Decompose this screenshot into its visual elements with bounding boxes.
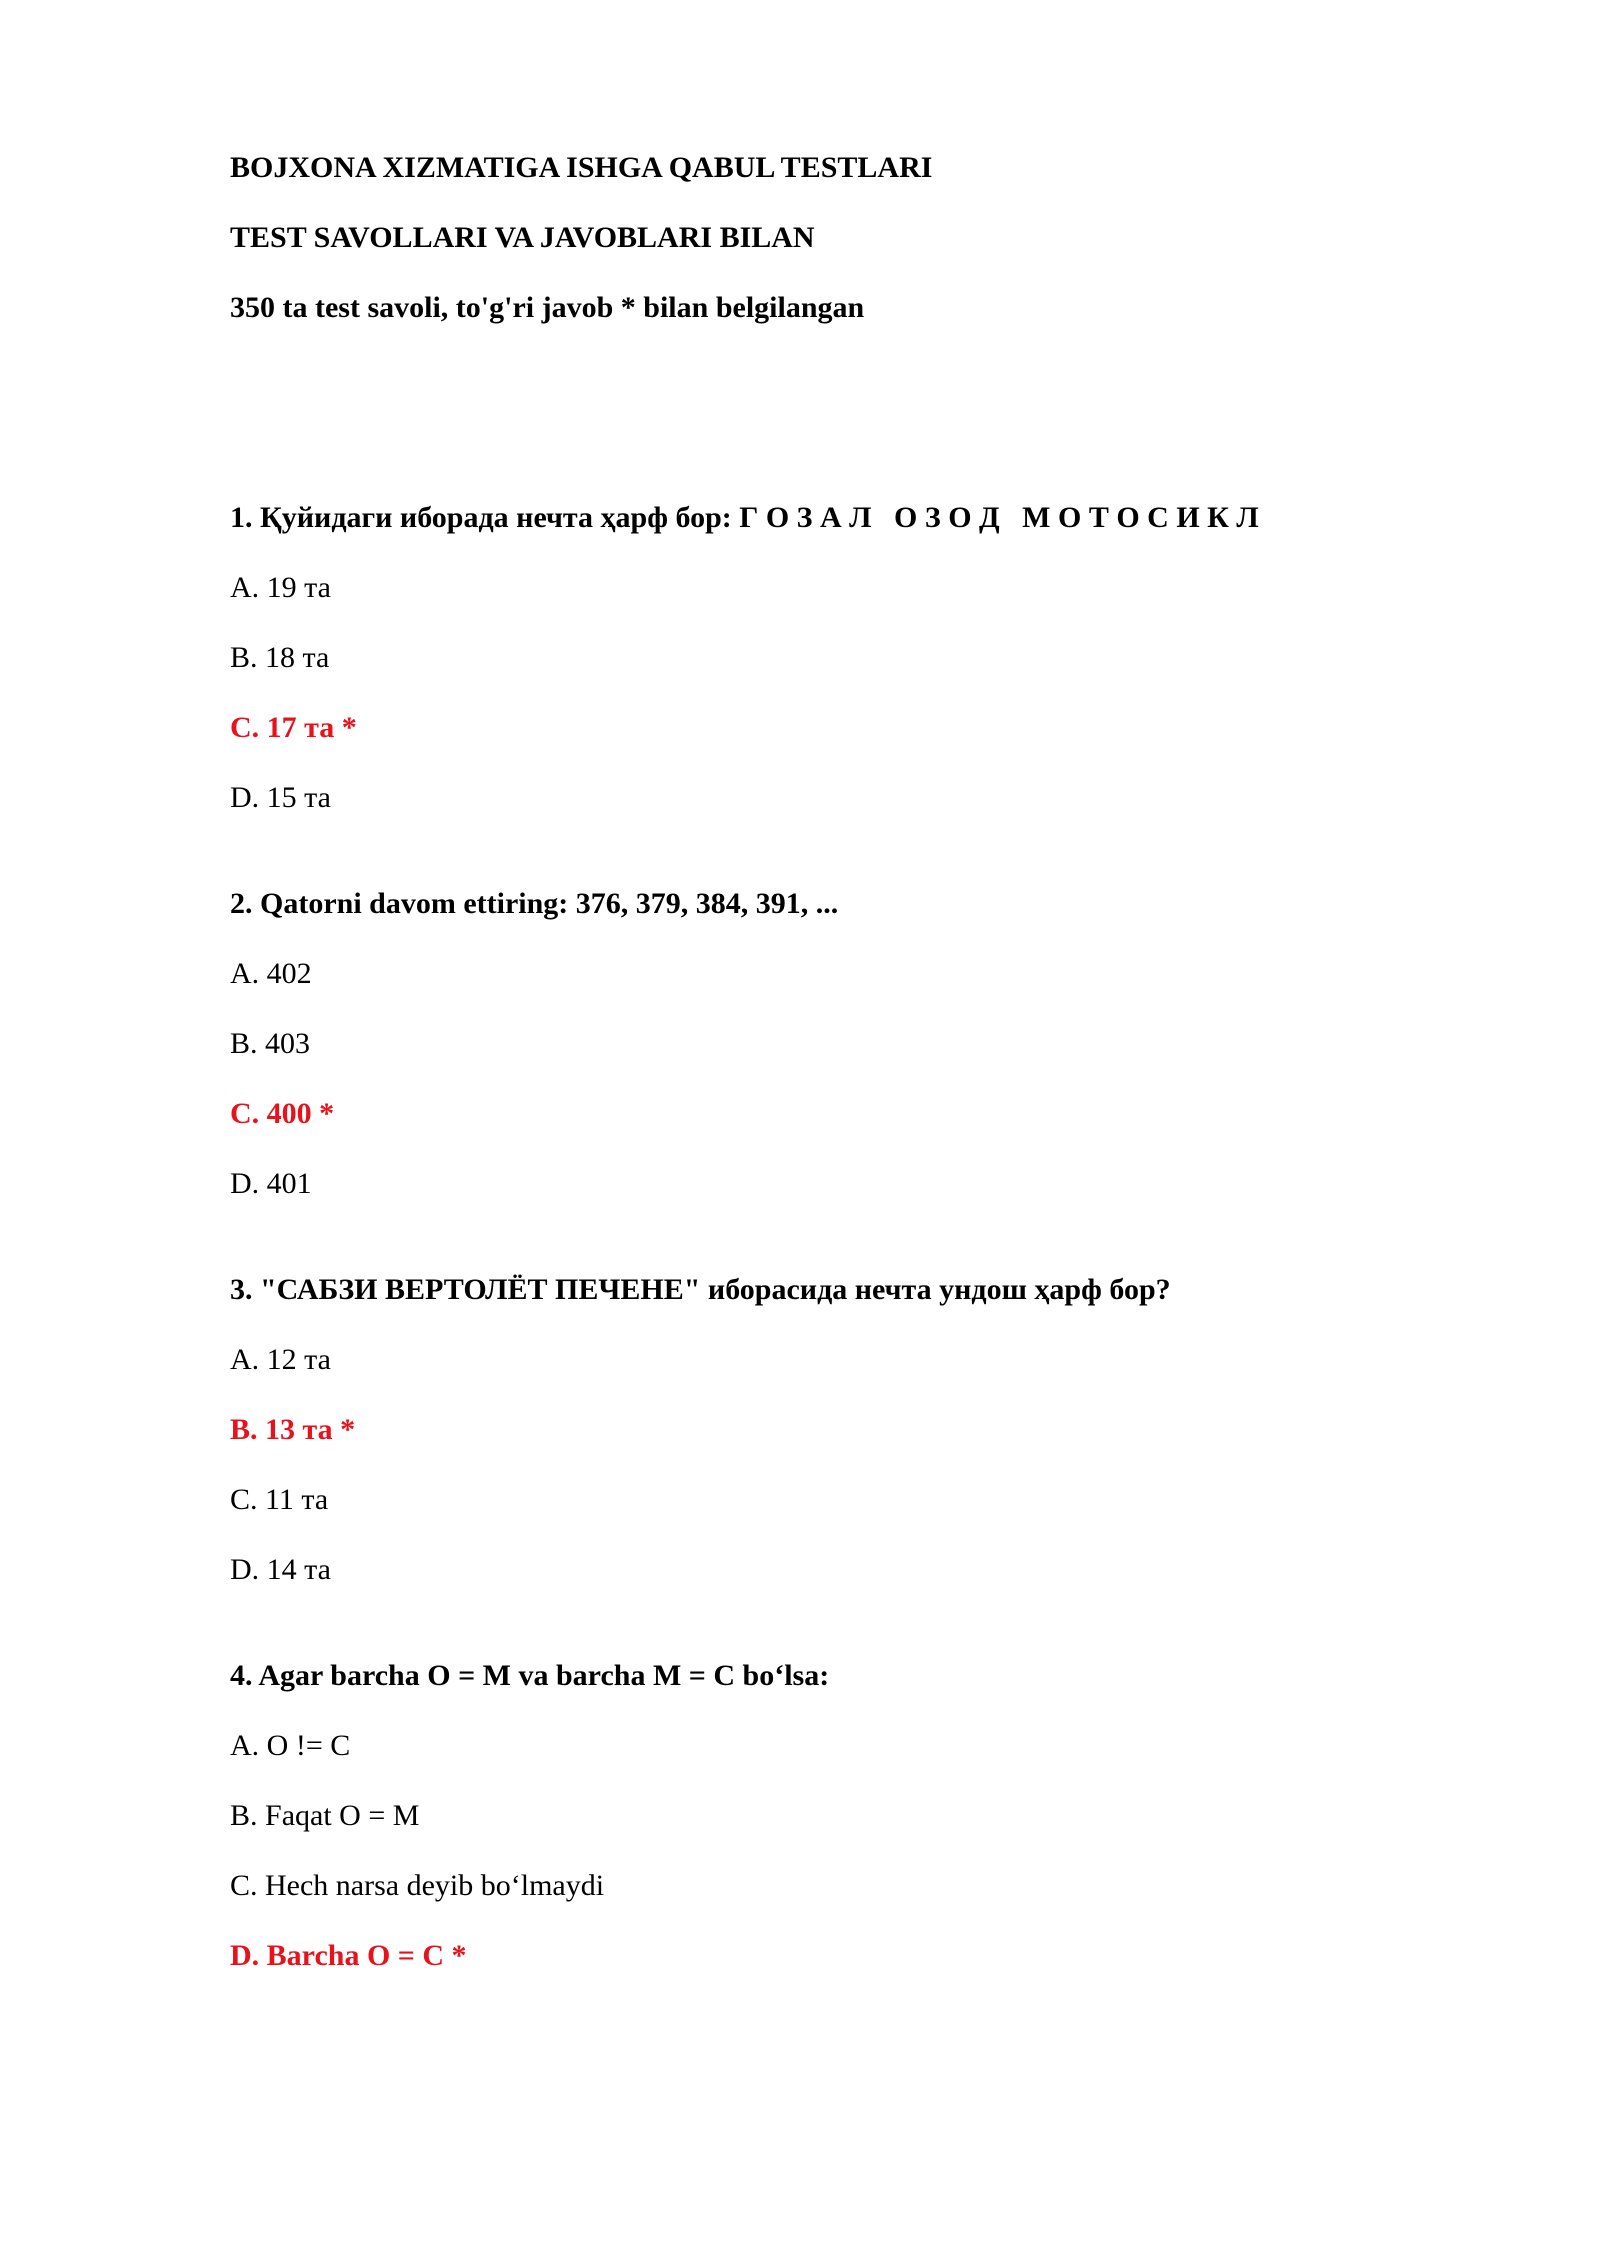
- document-page: [230, 150, 1470, 1972]
- document-subtitle: TEST SAVOLLARI VA JAVOBLARI BILAN: [230, 221, 815, 254]
- answer-option-a: A. 12 та: [230, 1343, 331, 1376]
- answer-option-d: D. Barcha O = C *: [230, 1939, 467, 1972]
- question-3: [230, 1272, 1470, 1588]
- answer-option-d: D. 15 та: [230, 781, 331, 814]
- question-list: [230, 500, 1470, 2044]
- document-note: 350 ta test savoli, to'g'ri javob * bilan belgilangan: [230, 291, 865, 324]
- question-title: 3. "САБЗИ ВЕРТОЛЁТ ПЕЧЕНЕ" иборасида нечта ундош ҳарф бор?: [230, 1273, 1171, 1306]
- question-title: 2. Qatorni davom ettiring: 376, 379, 384, 391, ...: [230, 887, 839, 920]
- answer-option-b: B. 13 та *: [230, 1413, 356, 1446]
- question-2: [230, 886, 1470, 1202]
- answer-option-b: B. 403: [230, 1027, 311, 1060]
- answer-option-a: A. 19 та: [230, 571, 331, 604]
- answer-option-c: C. 17 та *: [230, 711, 357, 744]
- answer-option-c: C. Hech narsa deyib bo‘lmaydi: [230, 1869, 605, 1902]
- question-title: 4. Agar barcha O = M va barcha M = C bo‘lsa:: [230, 1659, 830, 1692]
- question-title: 1. Қуйидаги иборада нечта ҳарф бор: Г О З А Л О З О Д М О Т О С И К Л: [230, 501, 1259, 534]
- answer-option-b: B. Faqat O = M: [230, 1799, 420, 1832]
- question-4: [230, 1658, 1470, 1974]
- answer-option-a: A. 402: [230, 957, 312, 990]
- answer-option-b: B. 18 та: [230, 641, 330, 674]
- answer-option-a: A. O != C: [230, 1729, 351, 1762]
- document-title: BOJXONA XIZMATIGA ISHGA QABUL TESTLARI: [230, 151, 933, 184]
- answer-option-d: D. 14 та: [230, 1553, 331, 1586]
- answer-option-d: D. 401: [230, 1167, 312, 1200]
- answer-option-c: C. 400 *: [230, 1097, 335, 1130]
- answer-option-c: C. 11 та: [230, 1483, 329, 1516]
- question-1: [230, 500, 1470, 816]
